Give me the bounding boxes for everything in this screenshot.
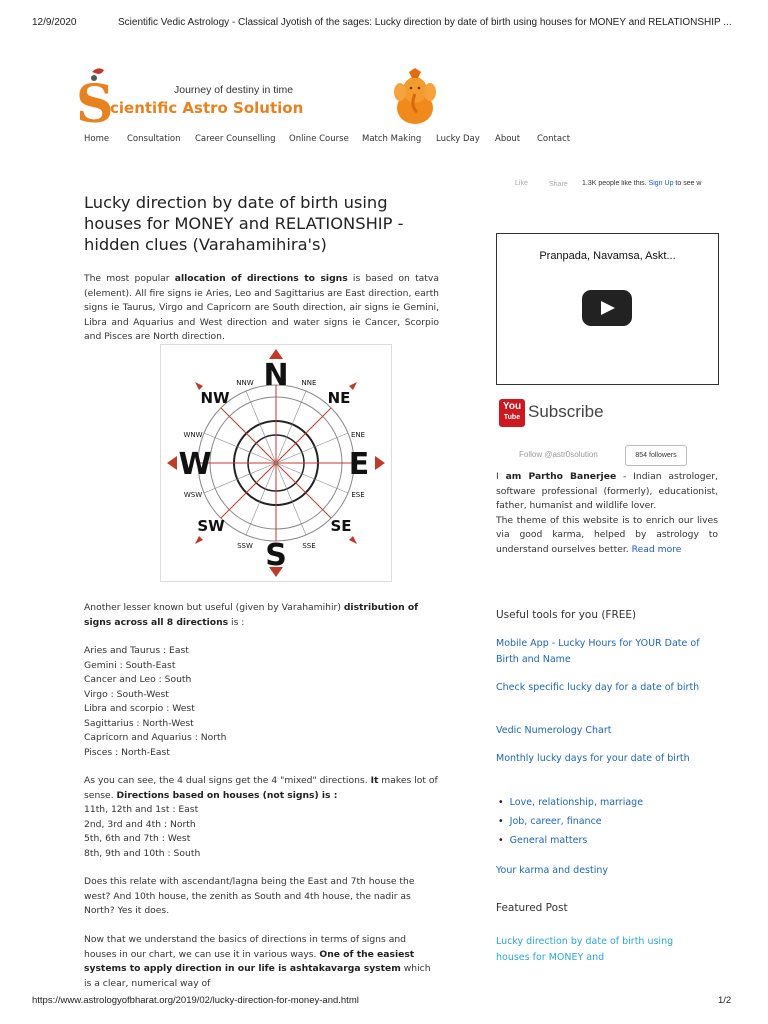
- bio-text-c: - Indian astrologer, software professional (formerly), educationist, father, humanist and wildlife lover.: [496, 471, 718, 511]
- nav-lucky-day[interactable]: Lucky Day: [436, 134, 480, 144]
- para2-text-c: is :: [228, 616, 245, 628]
- compass-e-label: E: [348, 447, 370, 482]
- fb-rest-text: to see w: [675, 180, 702, 187]
- para3-text-c: makes lot of sense.: [84, 775, 438, 801]
- play-button[interactable]: [582, 290, 632, 326]
- article-intro: [84, 272, 439, 345]
- nav-home[interactable]: Home: [84, 134, 110, 144]
- intro-text-a: The most popular: [84, 273, 175, 284]
- bullet-icon: •: [498, 797, 504, 808]
- article-para2: [84, 601, 439, 630]
- logo-name: cientific Astro Solution: [110, 99, 304, 117]
- compass-diagram: [161, 345, 391, 581]
- para3-bold-d: Directions based on houses (not signs) is :: [116, 789, 338, 801]
- signs-direction-list: [84, 644, 439, 760]
- para3-text-a: As you can see, the 4 dual signs get the 4 "mixed" directions.: [84, 775, 371, 786]
- nav-contact[interactable]: Contact: [537, 134, 571, 144]
- para5-text-a: Now that we understand the basics of directions in terms of signs and houses in our chart, we can use it in various ways.: [84, 934, 406, 960]
- print-date: 12/9/2020: [32, 17, 77, 28]
- compass-sw-label: SW: [197, 517, 225, 535]
- list-item: Capricorn and Aquarius : North: [84, 732, 227, 743]
- bullet-icon: •: [498, 816, 504, 827]
- karma-destiny-link[interactable]: Your karma and destiny: [496, 865, 609, 876]
- para2-text-a: Another lesser known but useful (given by Varahamihir): [84, 602, 344, 613]
- intro-text-c: is based on tatva (element). All fire signs ie Aries, Leo and Sagittarius are East direction, earth signs ie Taurus, Virgo and Capricorn are South direction, air signs ie Gemini, Libra and Aquarius and West direction and water signs ie Cancer, Scorpio and Pisces are North direction.: [84, 273, 439, 342]
- play-icon: [600, 300, 616, 316]
- list-item: Gemini : South-East: [84, 659, 176, 671]
- fb-like-button[interactable]: Like: [515, 180, 528, 187]
- tool-link-monthly-lucky[interactable]: Monthly lucky days for your date of birth: [496, 753, 690, 764]
- compass-ssw-label: SSW: [237, 542, 253, 550]
- list-item: Aries and Taurus : East: [84, 645, 189, 656]
- bio-text-d: The theme of this website is to enrich our lives via good karma, helped by astrology to understand ourselves better.: [496, 514, 718, 555]
- list-item: Virgo : South-West: [84, 688, 169, 700]
- fb-share-button[interactable]: Share: [549, 181, 568, 188]
- bullet-icon: •: [498, 835, 504, 846]
- bullet-label[interactable]: General matters: [509, 835, 588, 846]
- compass-sse-label: SSE: [302, 542, 316, 550]
- list-item: Pisces : North-East: [84, 746, 170, 758]
- ganesha-icon: [392, 68, 438, 128]
- nav-online-course[interactable]: Online Course: [289, 134, 349, 144]
- print-page-number: 1/2: [718, 995, 732, 1006]
- fb-like-count: [582, 180, 718, 187]
- bio-author-name: am Partho Banerjee: [505, 471, 617, 482]
- fb-signup-link[interactable]: Sign Up: [648, 180, 674, 187]
- list-item: Sagittarius : North-West: [84, 717, 194, 729]
- subscribe-label: Subscribe: [528, 402, 604, 421]
- list-item: 5th, 6th and 7th : West: [84, 833, 191, 844]
- twitter-followers-count: 854 followers: [625, 445, 687, 466]
- read-more-link[interactable]: Read more: [631, 543, 682, 555]
- article-para5: [84, 933, 439, 991]
- print-url: https://www.astrologyofbharat.org/2019/02/lucky-direction-for-money-and.html: [32, 995, 359, 1006]
- compass-n-label: N: [263, 358, 289, 393]
- author-bio: [496, 470, 718, 557]
- print-doc-title: Scientific Vedic Astrology - Classical Jyotish of the sages: Lucky direction by date of birth using houses for MONEY and RELATIONSHIP ...: [118, 17, 732, 28]
- tool-link-numerology[interactable]: Vedic Numerology Chart: [496, 725, 612, 736]
- tool-link-lucky-day[interactable]: Check specific lucky day for a date of birth: [496, 682, 700, 693]
- site-logo[interactable]: [70, 66, 320, 130]
- logo-tagline: Journey of destiny in time: [174, 84, 294, 96]
- compass-se-label: SE: [330, 517, 352, 535]
- nav-career-counselling[interactable]: Career Counselling: [195, 134, 276, 144]
- bullet-label[interactable]: Job, career, finance: [509, 816, 602, 827]
- nav-match-making[interactable]: Match Making: [362, 134, 422, 144]
- list-item: 2nd, 3rd and 4th : North: [84, 818, 196, 830]
- bio-text-a: I: [496, 471, 506, 482]
- bullet-label[interactable]: Love, relationship, marriage: [509, 797, 644, 808]
- article-title: Lucky direction by date of birth using houses for MONEY and RELATIONSHIP - hidden clues (Varahamihira's): [84, 193, 404, 254]
- compass-nnw-label: NNW: [236, 379, 254, 387]
- nav-about[interactable]: About: [495, 134, 521, 144]
- video-title[interactable]: Pranpada, Navamsa, Askt...: [539, 250, 676, 262]
- bullet-item-job[interactable]: [498, 814, 602, 830]
- bullet-item-general[interactable]: [498, 833, 587, 849]
- para2-bold: distribution of signs across all 8 directions: [84, 602, 419, 628]
- list-item: 11th, 12th and 1st : East: [84, 804, 199, 815]
- twitter-follow-button[interactable]: Follow @astr0solution: [519, 450, 598, 459]
- compass-wnw-label: WNW: [183, 431, 203, 439]
- list-item: Cancer and Leo : South: [84, 674, 192, 685]
- article-para3: [84, 774, 439, 861]
- compass-wsw-label: WSW: [183, 491, 203, 499]
- nav-consultation[interactable]: Consultation: [127, 134, 181, 144]
- compass-w-label: W: [178, 447, 212, 482]
- compass-nw-label: NW: [200, 389, 230, 407]
- youtube-logo-top: You: [502, 401, 522, 412]
- compass-nne-label: NNE: [301, 379, 317, 387]
- compass-ese-label: ESE: [351, 491, 365, 499]
- list-item: Libra and scorpio : West: [84, 703, 195, 714]
- youtube-logo-icon: [499, 399, 525, 427]
- tool-link-mobile-app[interactable]: Mobile App - Lucky Hours for YOUR Date of Birth and Name: [496, 638, 700, 665]
- compass-s-label: S: [265, 538, 287, 573]
- bullet-item-love[interactable]: [498, 795, 643, 811]
- featured-heading: Featured Post: [496, 902, 568, 914]
- svg-text:S: S: [76, 74, 114, 130]
- article-para4: Does this relate with ascendant/lagna being the East and 7th house the west? And 10th house, the zenith as South and 4th house, the nadir as North? Yes it does.: [84, 876, 415, 916]
- youtube-video-embed[interactable]: [496, 233, 719, 385]
- para5-bold: One of the easiest systems to apply direction in our life is ashtakavarga system: [84, 948, 415, 974]
- intro-bold: allocation of directions to signs: [174, 273, 348, 284]
- tools-heading: Useful tools for you (FREE): [496, 609, 637, 621]
- para5-text-c: which is a clear, numerical way of: [84, 963, 431, 989]
- youtube-logo-bottom: Tube: [503, 414, 521, 421]
- compass-ne-label: NE: [327, 389, 351, 407]
- list-item: 8th, 9th and 10th : South: [84, 847, 201, 859]
- para3-bold-it: It: [370, 775, 379, 786]
- compass-image: [160, 344, 392, 582]
- fb-count-text: 1.3K people like this.: [582, 180, 647, 187]
- logo-s-icon: [76, 66, 116, 130]
- featured-post-link[interactable]: Lucky direction by date of birth using houses for MONEY and: [496, 936, 674, 963]
- compass-ene-label: ENE: [350, 431, 366, 439]
